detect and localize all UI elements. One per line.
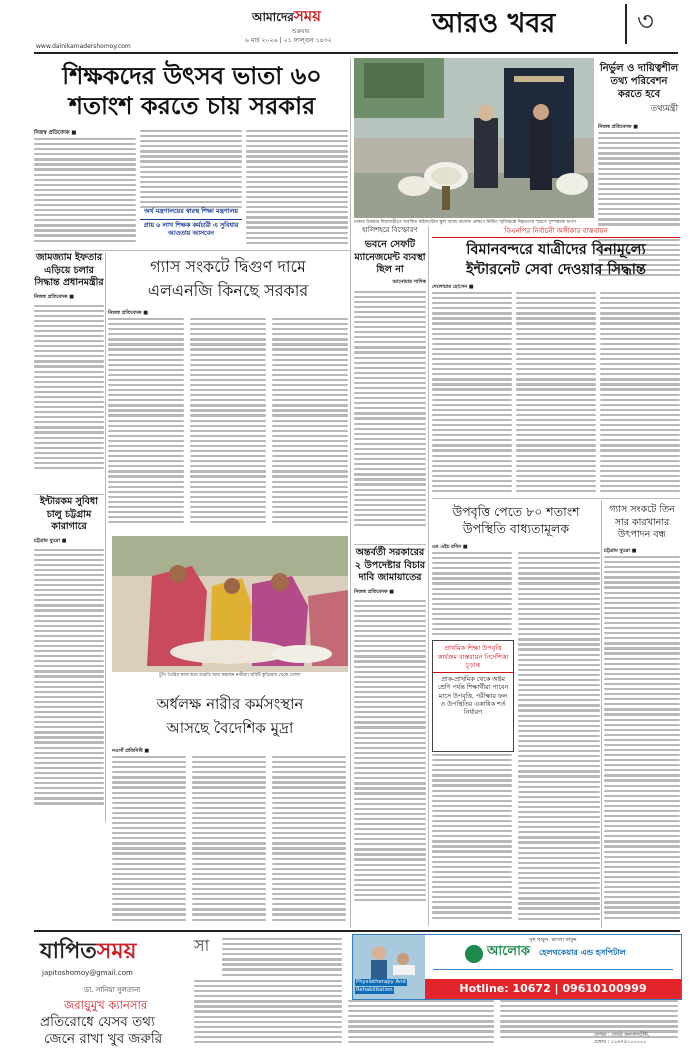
ctg-story	[34, 496, 104, 818]
blast-story	[354, 226, 426, 541]
supplement-nameplate	[40, 936, 190, 968]
interim-headline: অন্তর্বর্তী সরকারের ২ উপদেষ্টার বিচার দাবি জামায়াতের	[354, 547, 426, 583]
stipend-body-col-1	[432, 552, 512, 638]
newspaper-logo[interactable]	[252, 6, 372, 26]
header-rule	[34, 52, 678, 54]
gas-headline-line-1: গ্যাস সংকটে দ্বিগুণ দামে	[150, 257, 306, 276]
blast-body	[354, 291, 426, 529]
stipend-box-text: প্রাক-প্রাথমিক থেকে অষ্টম শ্রেণি পর্যন্ত শিক্ষার্থীরা পাবেন মাসে উপবৃত্তি, পরীক্ষার ফল ও উপস্থিতির একাধিক শর্ত নির্ধারণ	[437, 675, 509, 717]
airport-body-col-1	[432, 292, 512, 494]
ad-divider	[433, 969, 673, 970]
fertilizer-headline: গ্যাস সংকটে তিন সার কারখানার উৎপাদন বন্ধ	[609, 504, 675, 540]
stipend-body-col-2	[518, 552, 600, 926]
gas-body-col-3	[272, 318, 348, 530]
supplement-title-line-1: জরায়ুমুখ ক্যানসার	[64, 998, 148, 1012]
lead-headline-line-2: শতাংশ করতে চায় সরকার	[68, 91, 316, 120]
airport-headline-line-1: বিমানবন্দরে যাত্রীদের বিনামূল্যে	[466, 241, 646, 258]
blast-kicker: হালিশহরে বিস্ফোরণ	[362, 226, 418, 234]
pullquote-line-1: অর্থ মন্ত্রণালয়ের স্বারস্থ শিক্ষা মন্ত্রণালয়	[140, 208, 242, 220]
ad-tagline: সুস্থ থাকুন, ভালো থাকুন	[529, 937, 577, 943]
ctg-body	[34, 549, 104, 811]
website-url[interactable]: www.dainikamadershomoy.com	[36, 43, 131, 50]
blast-byline: আনোয়ার সাদিক	[392, 278, 426, 285]
gas-lng-story	[108, 252, 348, 532]
supplement-author: ডা. সানিয়া সুলতানা	[84, 986, 141, 994]
airport-headline-line-2: ইন্টারনেট সেবা দেওয়ার সিদ্ধান্ত	[466, 261, 646, 278]
logo-suffix: সময়	[293, 7, 321, 25]
right-headline: নির্ভুল ও দায়িত্বশীল তথ্য পরিবেশন করতে হবে	[599, 63, 679, 100]
column-rule	[350, 58, 351, 928]
lead-body-col-1	[34, 138, 136, 246]
gas-body-col-1	[108, 318, 184, 530]
stipend-box	[432, 640, 514, 752]
gas-body-col-2	[190, 318, 266, 530]
section-title: আরও খবর	[432, 8, 556, 39]
column-rule	[601, 500, 602, 928]
women-workers-photo	[112, 536, 348, 672]
header-divider	[625, 4, 627, 44]
lead-headline-line-1: শিক্ষকদের উৎসব ভাতা ৬০	[62, 61, 322, 90]
supplement-name-suffix: সময়	[96, 938, 137, 964]
masthead	[0, 0, 700, 50]
pm-story	[34, 252, 104, 492]
women-body-col-1	[112, 756, 186, 922]
stipend-box-title: প্রাথমিক শিক্ষা উপবৃত্তি কার্যক্রম বাস্তবায়ন নির্দেশিকা চূড়ান্ত	[433, 641, 513, 673]
supplement-body-col-3	[500, 1000, 678, 1040]
women-body-col-2	[192, 756, 266, 922]
stipend-byline: এম এইচ রবিন ■	[432, 544, 468, 550]
ad-service-line-2: Rehabilitation	[356, 987, 393, 993]
supplement-body-col-1b	[194, 980, 342, 1048]
hospital-ad[interactable]	[352, 934, 682, 1000]
row-rule	[34, 494, 104, 495]
women-story	[112, 684, 348, 924]
row-rule	[432, 498, 680, 499]
memorial-photo	[354, 58, 594, 218]
footer-credit-1: লেখক : জ্যেষ্ঠ কনসালটেন্ট,	[594, 1032, 650, 1038]
row-rule	[34, 250, 350, 251]
airport-byline: দেলোয়ার হোসেন ■	[432, 284, 474, 290]
pullquote-line-2: প্রায় ৬ লাখ শিক্ষক কর্মচারী এ সুবিধার আওতায় আসবেন	[143, 221, 239, 237]
column-rule	[428, 226, 429, 926]
women-body-col-3	[272, 756, 346, 922]
interim-body	[354, 600, 426, 910]
lead-story	[34, 58, 348, 248]
pm-byline: নিজস্ব প্রতিবেদক ■	[34, 293, 74, 300]
lead-pullquote	[140, 208, 242, 248]
women-photo-caption: টুপি তৈরির কাজ করে বাড়তি আয় করছেন নারীরা। ছবিটি কুড়িগ্রাম থেকে তোলা	[159, 673, 301, 678]
interim-story	[354, 547, 426, 927]
ad-brand: আলোক	[487, 944, 530, 959]
right-byline: নিজস্ব প্রতিবেদক ■	[598, 124, 638, 130]
page-number: ৩	[637, 7, 654, 37]
fertilizer-story	[604, 500, 680, 928]
airport-kicker-bar	[432, 226, 680, 238]
women-byline: নওগাঁ প্রতিনিধি ■	[112, 748, 150, 754]
lead-body-col-3	[246, 130, 348, 246]
airport-body-col-3	[600, 292, 680, 494]
ad-brand-sub: হেলথকেয়ার এন্ড হসপিটাল	[539, 948, 626, 957]
stipend-story	[432, 500, 600, 928]
supplement-email[interactable]: japitoshomoy@gmail.com	[42, 969, 133, 977]
supplement-title-line-2: প্রতিরোধে যেসব তথ্য	[40, 1014, 155, 1030]
pm-body	[34, 305, 104, 475]
ad-logo-icon	[465, 945, 483, 963]
gas-byline: নিজস্ব প্রতিবেদক ■	[108, 310, 148, 316]
ad-hotline[interactable]: Hotline: 10672 | 09610100999	[425, 979, 681, 999]
supplement-title-line-3: জেনে রাখা খুব জরুরি	[44, 1031, 163, 1047]
stipend-body-col-1b	[432, 754, 512, 926]
logo-prefix: আমাদের	[252, 10, 294, 24]
women-headline-line-2: আসছে বৈদেশিক মুদ্রা	[166, 719, 294, 737]
supplement-dropcap: সা	[194, 936, 210, 955]
row-rule	[354, 544, 426, 545]
pm-headline: জামজ্যাম ইফতার এড়িয়ে চলার সিদ্ধান্ত প্রধানমন্ত্রীর	[34, 252, 104, 288]
top-photo-caption: ঢাকার উত্তরার দিয়াবাড়ীতে অবস্থিত মাইলস্টোন স্কুল অ্যান্ড কলেজ প্রাঙ্গণে নির্মিত স্মৃতিস্তম্ভে নিহতদের স্মরণে পুষ্পস্তবক অর্পণ	[354, 220, 576, 225]
women-photo	[112, 536, 348, 672]
ctg-headline: ইন্টারকম সুবিধা চালু চট্টগ্রাম কারাগারে	[40, 496, 98, 532]
right-subhead: তথ্যমন্ত্রী	[650, 104, 678, 114]
airport-kicker: বিএনপির নির্বাচনী অঙ্গীকার বাস্তবায়ন	[504, 227, 608, 235]
lead-byline: নিজস্ব প্রতিবেদক ■	[34, 130, 77, 136]
supplement-name-prefix: যাপিত	[40, 938, 97, 964]
gas-headline-line-2: এলএনজি কিনছে সরকার	[147, 281, 309, 300]
ad-photo-panel	[353, 935, 425, 999]
ctg-byline: চট্টগ্রাম ব্যুরো ■	[34, 537, 67, 544]
fertilizer-body	[604, 556, 680, 926]
supplement-body-col-2	[348, 1000, 494, 1048]
top-news-photo	[354, 58, 594, 225]
weekday: শুক্রবার	[292, 29, 310, 35]
footer-credit-2: চেম্বার : ০১৬৭৪১০০০০০	[594, 1039, 647, 1045]
airport-body-col-2	[516, 292, 596, 494]
blast-headline: ভবনে সেফটি ম্যানেজমেন্ট ব্যবস্থা ছিল না	[354, 239, 426, 275]
date-line: ৬ মার্চ ২০২৬ | ২১ ফাল্গুন ১৪৩২	[245, 37, 332, 44]
women-headline-line-1: অর্ধলক্ষ নারীর কর্মসংস্থান	[156, 695, 304, 713]
ad-service-line-1: Physiotherapy And	[356, 979, 406, 985]
fertilizer-byline: চট্টগ্রাম ব্যুরো ■	[604, 548, 637, 554]
stipend-headline: উপবৃত্তি পেতে ৮০ শতাংশ উপস্থিতি বাধ্যতামূলক	[452, 504, 580, 536]
column-rule	[105, 252, 106, 822]
supplement-rule	[34, 930, 680, 932]
interim-byline: নিজস্ব প্রতিবেদক ■	[354, 588, 394, 595]
supplement-body-col-1	[222, 938, 342, 978]
airport-story	[432, 226, 680, 496]
